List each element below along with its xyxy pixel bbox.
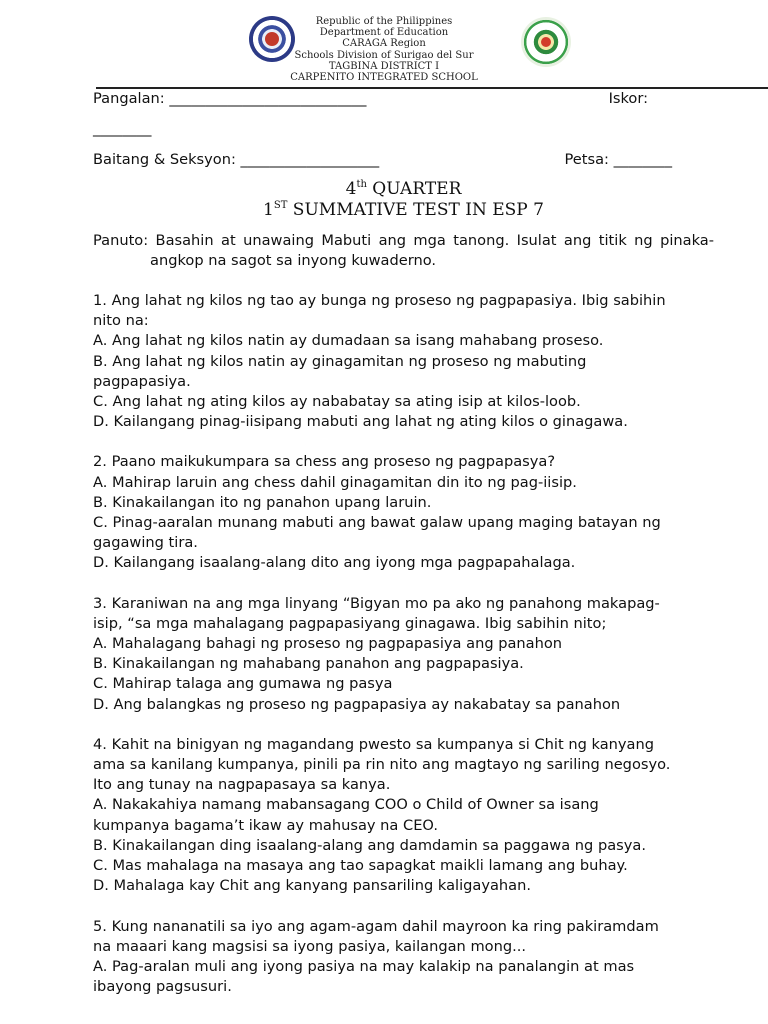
question-line: A. Nakakahiya namang mabansagang COO o Child of Owner sa isang xyxy=(93,796,599,814)
question-line: B. Kinakailangan ding isaalang-alang ang damdamin sa paggawa ng pasya. xyxy=(93,836,646,854)
question-line: pagpapasiya. xyxy=(93,372,191,390)
instructions: Panuto: Basahin at unawaing Mabuti ang mga tanong. Isulat ang titik ng pinaka-angkop na sagot sa inyong kuwaderno. xyxy=(93,231,714,269)
question-line: 4. Kahit na binigyan ng magandang pwesto sa kumpanya si Chit ng kanyang xyxy=(93,735,654,753)
test-body xyxy=(93,89,714,997)
question-line: D. Mahalaga kay Chit ang kanyang pansariling kaligayahan. xyxy=(93,877,531,895)
title-text: SUMMATIVE TEST IN ESP 7 xyxy=(287,199,544,220)
header-line: Schools Division of Surigao del Sur xyxy=(294,49,474,61)
question-line: A. Pag-aralan muli ang iyong pasiya na may kalakip na panalangin at mas xyxy=(93,957,635,975)
title-text: QUARTER xyxy=(366,178,462,199)
section-label: Baitang & Seksyon: xyxy=(93,151,236,169)
header-line: TAGBINA DISTRICT I xyxy=(328,60,440,72)
question-line: C. Mas mahalaga na masaya ang tao sapagkat maikli lamang ang buhay. xyxy=(93,857,628,875)
name-score-row xyxy=(93,89,714,109)
name-label: Pangalan: xyxy=(93,90,165,107)
question-line: 2. Paano maikukumpara sa chess ang proseso ng pagpapasya? xyxy=(93,453,556,471)
score-blank: ________ xyxy=(93,120,152,138)
header-line: CARAGA Region xyxy=(342,38,426,50)
header-line: Department of Education xyxy=(319,27,449,39)
score-label: Iskor: xyxy=(608,90,648,107)
quarter-title xyxy=(93,179,714,200)
question-item xyxy=(93,594,714,715)
name-field xyxy=(93,89,366,109)
header-line: CARPENITO INTEGRATED SCHOOL xyxy=(290,72,478,84)
question-list xyxy=(93,291,714,997)
section-blank: ___________________ xyxy=(240,151,380,169)
question-line: na maaari kang magsisi sa iyong pasiya, kailangan mong... xyxy=(93,937,527,955)
question-line: ama sa kanilang kumpanya, pinili pa rin nito ang magtayo ng sariling negosyo. xyxy=(93,756,671,774)
question-line: B. Kinakailangan ng mahabang panahon ang pagpapasiya. xyxy=(93,655,524,673)
question-line: kumpanya bagama’t ikaw ay mahusay na CEO. xyxy=(93,816,438,834)
question-line: 1. Ang lahat ng kilos ng tao ay bunga ng proseso ng pagpapasiya. Ibig sabihin xyxy=(93,292,666,310)
school-header xyxy=(0,14,768,88)
section-field xyxy=(93,150,379,170)
question-item xyxy=(93,735,714,897)
question-line: ibayong pagsusuri. xyxy=(93,978,232,996)
test-title xyxy=(93,200,714,221)
question-line: gagawing tira. xyxy=(93,534,198,552)
title-superscript: th xyxy=(356,178,367,190)
title-superscript: ST xyxy=(273,199,288,211)
question-line: 3. Karaniwan na ang mga linyang “Bigyan mo pa ako ng panahong makapag- xyxy=(93,594,660,612)
question-item xyxy=(93,452,714,573)
date-blank: ________ xyxy=(613,151,672,169)
question-item xyxy=(93,917,714,998)
header-text xyxy=(0,16,768,83)
date-label: Petsa: xyxy=(564,151,609,169)
question-line: B. Kinakailangan ito ng panahon upang laruin. xyxy=(93,493,432,511)
question-line: C. Mahirap talaga ang gumawa ng pasya xyxy=(93,675,393,693)
question-line: Ito ang tunay na nagpapasaya sa kanya. xyxy=(93,776,391,794)
question-line: 5. Kung nananatili sa iyo ang agam-agam dahil mayroon ka ring pakiramdam xyxy=(93,917,659,935)
question-line: D. Ang balangkas ng proseso ng pagpapasiya ay nakabatay sa panahon xyxy=(93,695,621,713)
question-line: nito na: xyxy=(93,312,149,330)
question-line: A. Mahirap laruin ang chess dahil ginagamitan din ito ng pag-iisip. xyxy=(93,473,577,491)
question-line: B. Ang lahat ng kilos natin ay ginagamitan ng proseso ng mabuting xyxy=(93,352,587,370)
question-line: A. Ang lahat ng kilos natin ay dumadaan sa isang mahabang proseso. xyxy=(93,332,604,350)
section-date-row xyxy=(93,150,714,170)
question-item xyxy=(93,291,714,432)
title-number: 4 xyxy=(345,178,357,199)
question-line: D. Kailangang isaalang-alang dito ang iyong mga pagpapahalaga. xyxy=(93,554,576,572)
date-field xyxy=(565,150,672,170)
question-line: C. Ang lahat ng ating kilos ay nababatay sa ating isip at kilos-loob. xyxy=(93,393,581,411)
header-line: Republic of the Philippines xyxy=(315,16,453,27)
question-line: isip, “sa mga mahalagang pagpapasiyang ginagawa. Ibig sabihin nito; xyxy=(93,614,607,632)
question-line: A. Mahalagang bahagi ng proseso ng pagpapasiya ang panahon xyxy=(93,635,563,653)
name-blank: ___________________________ xyxy=(169,90,367,107)
question-line: D. Kailangang pinag-iisipang mabuti ang lahat ng ating kilos o ginagawa. xyxy=(93,413,628,431)
title-number: 1 xyxy=(263,199,274,220)
question-line: C. Pinag-aaralan munang mabuti ang bawat galaw upang maging batayan ng xyxy=(93,514,661,532)
